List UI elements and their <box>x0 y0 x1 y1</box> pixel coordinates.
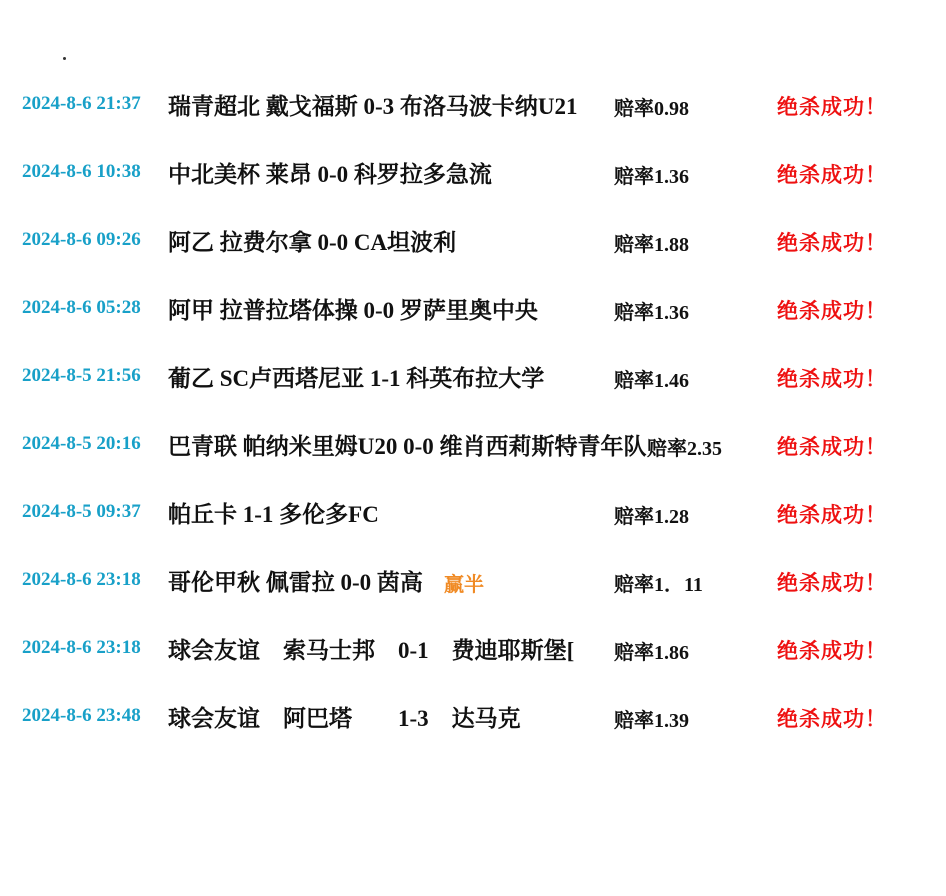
odds-value: 赔率1.88 <box>614 234 689 256</box>
status-badge: 绝杀成功！ <box>777 707 887 731</box>
status-badge: 绝杀成功！ <box>777 639 887 663</box>
match-description: 阿乙 拉费尔拿 0-0 CA坦波利 <box>168 230 457 255</box>
match-time: 2024-8-6 23:48 <box>22 705 141 726</box>
match-description: 瑞青超北 戴戈福斯 0-3 布洛马波卡纳U21 <box>168 94 578 119</box>
match-time: 2024-8-6 23:18 <box>22 637 141 658</box>
match-time: 2024-8-6 09:26 <box>22 229 141 250</box>
status-badge: 绝杀成功！ <box>777 163 887 187</box>
result-row[interactable] <box>0 144 946 212</box>
result-row[interactable] <box>0 212 946 280</box>
match-time: 2024-8-6 23:18 <box>22 569 141 590</box>
odds-value: 赔率1.86 <box>614 642 689 664</box>
odds-value: 赔率2.35 <box>647 438 722 460</box>
match-time: 2024-8-6 21:37 <box>22 93 141 114</box>
result-row[interactable] <box>0 484 946 552</box>
status-badge: 绝杀成功！ <box>777 571 887 595</box>
match-time: 2024-8-6 10:38 <box>22 161 141 182</box>
match-time: 2024-8-5 20:16 <box>22 433 141 454</box>
result-row[interactable] <box>0 76 946 144</box>
page-dot-mark <box>63 57 66 60</box>
match-time: 2024-8-5 09:37 <box>22 501 141 522</box>
result-row[interactable] <box>0 552 946 620</box>
match-time: 2024-8-6 05:28 <box>22 297 141 318</box>
result-row[interactable] <box>0 620 946 688</box>
result-row[interactable] <box>0 416 946 484</box>
result-row[interactable] <box>0 688 946 756</box>
status-badge: 绝杀成功！ <box>777 95 887 119</box>
match-description: 巴青联 帕纳米里姆U20 0-0 维肖西莉斯特青年队 <box>168 434 647 459</box>
status-badge: 绝杀成功！ <box>777 435 887 459</box>
odds-value: 赔率0.98 <box>614 98 689 120</box>
odds-value: 赔率1.28 <box>614 506 689 528</box>
match-description: 帕丘卡 1-1 多伦多FC <box>168 502 379 527</box>
match-description: 哥伦甲秋 佩雷拉 0-0 茵高 <box>168 570 423 595</box>
match-time: 2024-8-5 21:56 <box>22 365 141 386</box>
results-list <box>0 76 946 756</box>
match-description: 葡乙 SC卢西塔尼亚 1-1 科英布拉大学 <box>168 366 545 391</box>
outcome-tag: 赢半 <box>444 574 484 596</box>
status-badge: 绝杀成功！ <box>777 231 887 255</box>
match-description: 中北美杯 莱昂 0-0 科罗拉多急流 <box>168 162 492 187</box>
odds-value: 赔率1.36 <box>614 166 689 188</box>
odds-value: 赔率1．11 <box>614 574 703 596</box>
result-row[interactable] <box>0 280 946 348</box>
status-badge: 绝杀成功！ <box>777 503 887 527</box>
odds-value: 赔率1.39 <box>614 710 689 732</box>
result-row[interactable] <box>0 348 946 416</box>
odds-value: 赔率1.36 <box>614 302 689 324</box>
match-description: 球会友谊 索马士邦 0-1 费迪耶斯堡[ <box>168 638 575 663</box>
status-badge: 绝杀成功！ <box>777 367 887 391</box>
match-description: 阿甲 拉普拉塔体操 0-0 罗萨里奥中央 <box>168 298 538 323</box>
status-badge: 绝杀成功！ <box>777 299 887 323</box>
odds-value: 赔率1.46 <box>614 370 689 392</box>
match-description: 球会友谊 阿巴塔 1-3 达马克 <box>168 706 521 731</box>
